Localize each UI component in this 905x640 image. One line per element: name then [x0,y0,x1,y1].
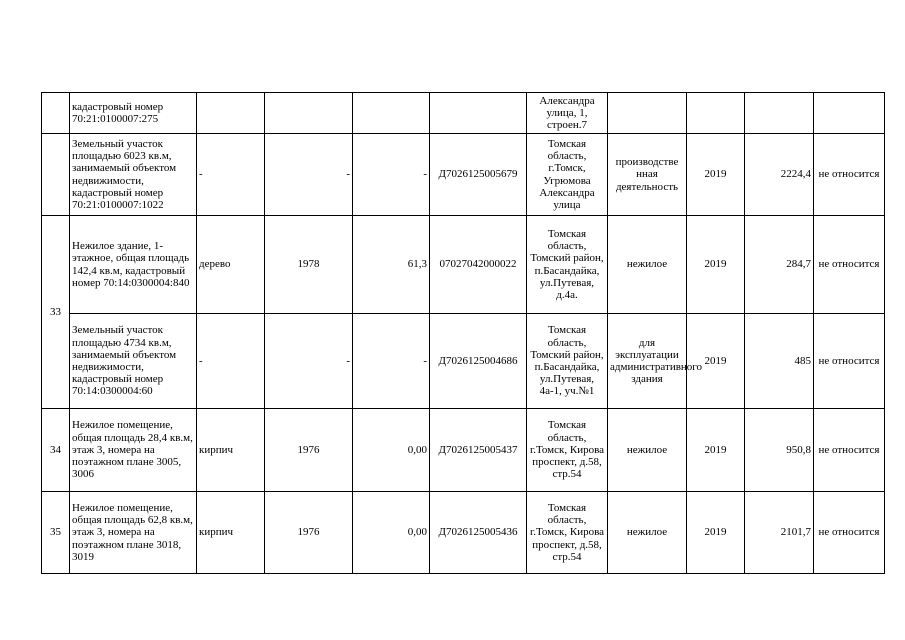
wear-percent: 0,00 [353,409,430,492]
valuation-year: 2019 [687,492,745,574]
object-value: 284,7 [745,216,814,314]
wear-percent: - [353,314,430,409]
table-row [42,93,885,134]
wall-material: - [197,314,265,409]
object-address: Томская область, Томский район, п.Басандайка, ул.Путевая, д.4а. [527,216,608,314]
object-value: 2224,4 [745,134,814,216]
inventory-number: Д7026125005436 [430,492,527,574]
object-purpose: производстве нная деятельность [608,134,687,216]
object-purpose: нежилое [608,216,687,314]
row-number-cell [42,134,70,216]
object-address: Александра улица, 1, строен.7 [527,93,608,134]
object-description: Нежилое помещение, общая площадь 28,4 кв.м, этаж 3, номера на поэтажном плане 3005, 3006 [70,409,197,492]
valuation-year: 2019 [687,134,745,216]
wear-percent: 0,00 [353,492,430,574]
object-address: Томская область, г.Томск, Угрюмова Александра улица [527,134,608,216]
object-address: Томская область, Томский район, п.Басандайка, ул.Путевая, 4а-1, уч.№1 [527,314,608,409]
construction-year: 1976 [265,492,353,574]
wear-percent [353,93,430,134]
object-category: не относится [814,314,885,409]
inventory-number: 07027042000022 [430,216,527,314]
valuation-year: 2019 [687,314,745,409]
object-description: Земельный участок площадью 4734 кв.м, занимаемый объектом недвижимости, кадастровый номер 70:14:0300004:60 [70,314,197,409]
inventory-number [430,93,527,134]
valuation-year [687,93,745,134]
valuation-year: 2019 [687,216,745,314]
object-purpose: нежилое [608,409,687,492]
table-row [42,409,885,492]
wall-material: дерево [197,216,265,314]
object-category: не относится [814,409,885,492]
object-description: Нежилое помещение, общая площадь 62,8 кв.м, этаж 3, номера на поэтажном плане 3018, 3019 [70,492,197,574]
valuation-year: 2019 [687,409,745,492]
inventory-number: Д7026125004686 [430,314,527,409]
construction-year: 1976 [265,409,353,492]
property-register-table [41,92,885,574]
object-description: кадастровый номер 70:21:0100007:275 [70,93,197,134]
object-category [814,93,885,134]
construction-year: - [265,134,353,216]
object-description: Земельный участок площадью 6023 кв.м, занимаемый объектом недвижимости, кадастровый номер 70:21:0100007:1022 [70,134,197,216]
inventory-number: Д7026125005679 [430,134,527,216]
object-value: 485 [745,314,814,409]
object-value: 2101,7 [745,492,814,574]
wall-material [197,93,265,134]
row-number-cell [42,93,70,134]
wall-material: кирпич [197,492,265,574]
object-purpose: нежилое [608,492,687,574]
table-row [42,134,885,216]
table-row [42,492,885,574]
object-address: Томская область, г.Томск, Кирова проспект, д.58, стр.54 [527,409,608,492]
object-category: не относится [814,216,885,314]
table-row [42,314,885,409]
table-row [42,216,885,314]
object-description: Нежилое здание, 1-этажное, общая площадь 142,4 кв.м, кадастровый номер 70:14:0300004:840 [70,216,197,314]
object-purpose: для эксплуатации административного здания [608,314,687,409]
inventory-number: Д7026125005437 [430,409,527,492]
construction-year: 1978 [265,216,353,314]
wall-material: кирпич [197,409,265,492]
object-value: 950,8 [745,409,814,492]
object-value [745,93,814,134]
row-number-cell: 34 [42,409,70,492]
object-category: не относится [814,134,885,216]
construction-year: - [265,314,353,409]
construction-year [265,93,353,134]
object-address: Томская область, г.Томск, Кирова проспект, д.58, стр.54 [527,492,608,574]
wear-percent: - [353,134,430,216]
wear-percent: 61,3 [353,216,430,314]
row-number-cell: 35 [42,492,70,574]
object-purpose [608,93,687,134]
row-number-cell: 33 [42,216,70,409]
object-category: не относится [814,492,885,574]
wall-material: - [197,134,265,216]
